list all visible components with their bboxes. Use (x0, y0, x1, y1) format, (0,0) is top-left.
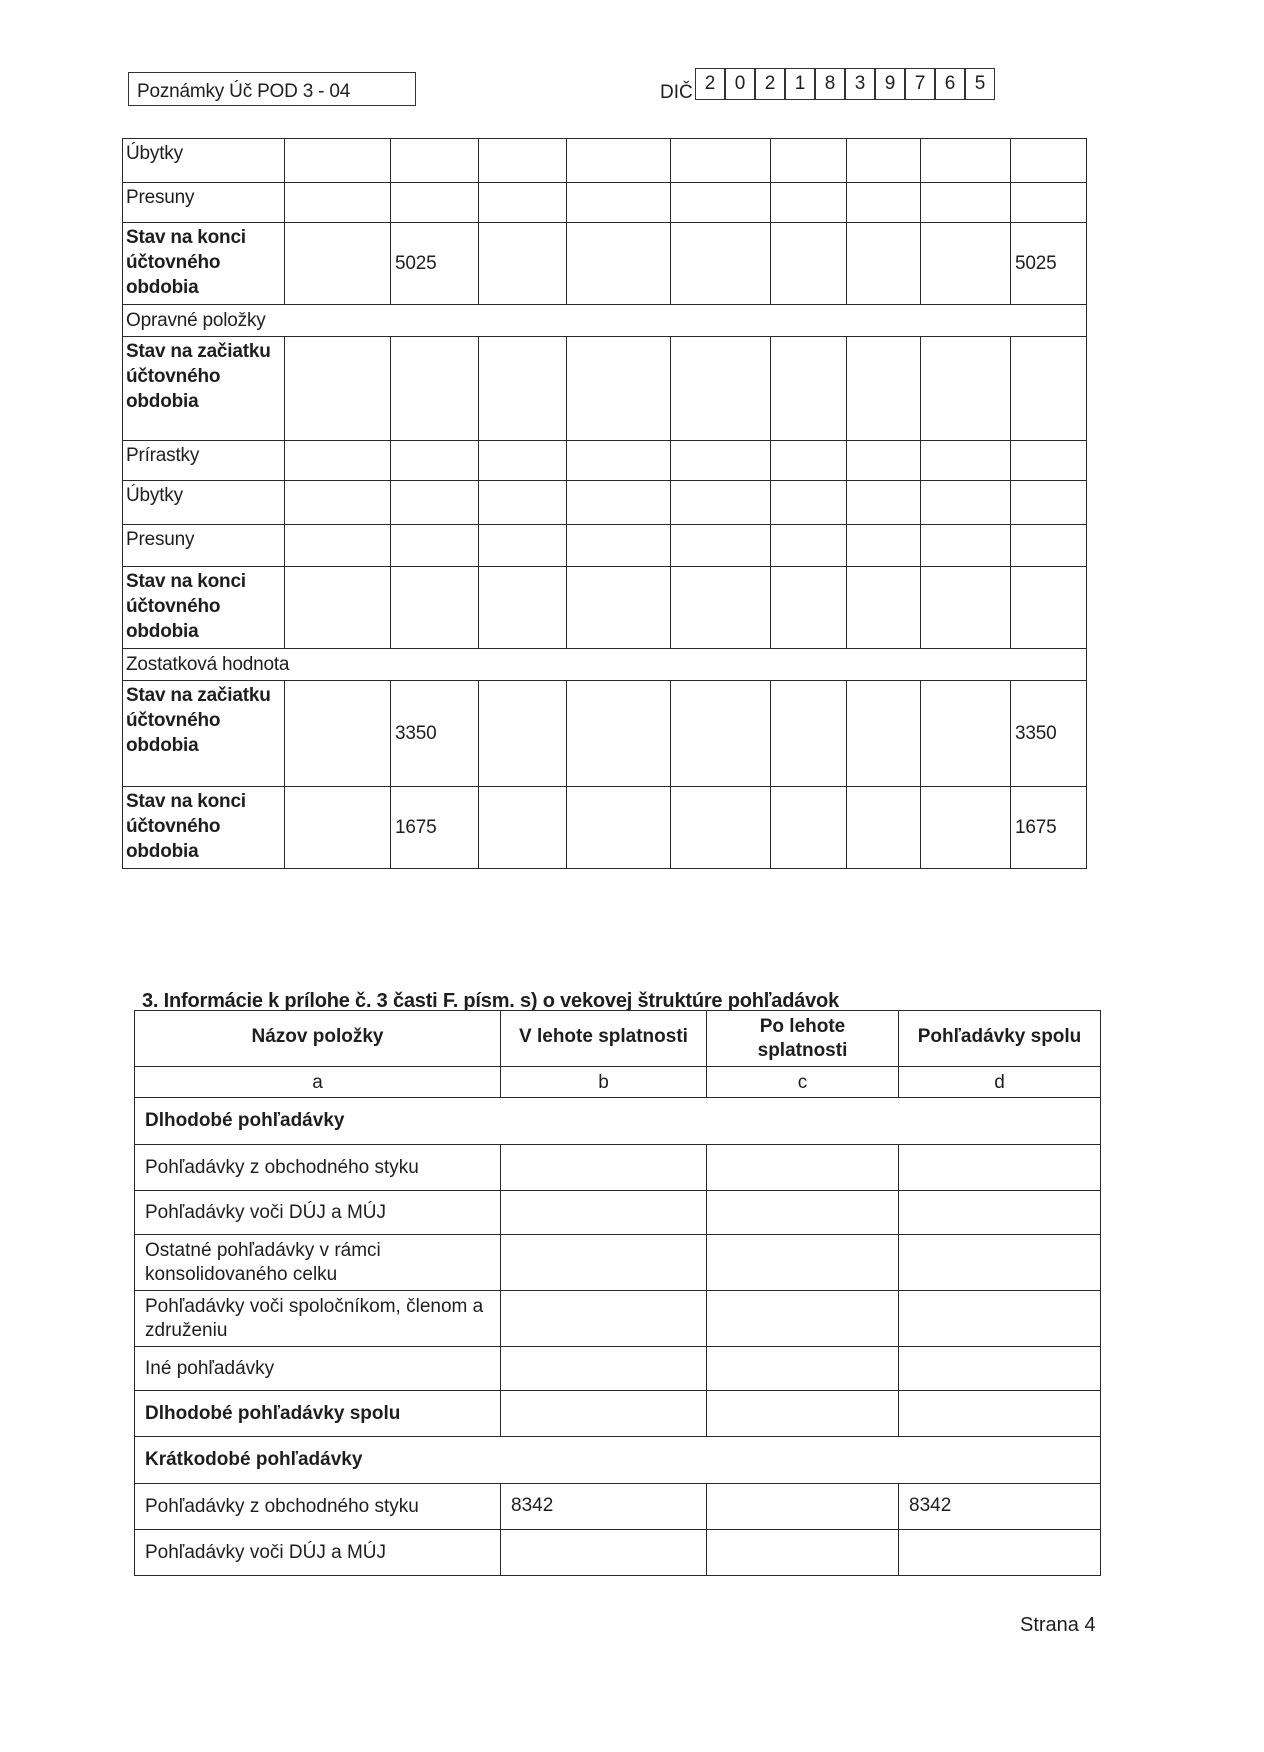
value-cell: 8342 (899, 1484, 1101, 1530)
value-cell: 1675 (391, 787, 479, 869)
cell (567, 337, 671, 441)
dic-label: DIČ (660, 82, 693, 103)
row-label: Ostatné pohľadávky v rámci konsolidovaného celku (135, 1235, 501, 1291)
cell (921, 787, 1011, 869)
cell (567, 567, 671, 649)
row-label: Pohľadávky voči spoločníkom, členom a združeniu (135, 1291, 501, 1347)
cell (771, 139, 847, 183)
cell (285, 481, 391, 525)
form-label: Poznámky Úč POD 3 - 04 (137, 81, 351, 102)
cell (479, 681, 567, 787)
column-header: Pohľadávky spolu (899, 1011, 1101, 1067)
cell (847, 337, 921, 441)
table-row (135, 1347, 1101, 1391)
cell (1011, 481, 1087, 525)
cell (707, 1191, 899, 1235)
cell (707, 1145, 899, 1191)
cell (847, 567, 921, 649)
cell (921, 337, 1011, 441)
cell (771, 223, 847, 305)
cell (479, 139, 567, 183)
cell (671, 681, 771, 787)
table-row (123, 681, 1087, 787)
cell (285, 567, 391, 649)
row-label: Úbytky (123, 139, 285, 183)
cell (501, 1145, 707, 1191)
cell (479, 525, 567, 567)
cell (771, 525, 847, 567)
value-cell: 1675 (1011, 787, 1087, 869)
table-row (123, 567, 1087, 649)
cell (479, 441, 567, 481)
cell (1011, 183, 1087, 223)
cell (899, 1235, 1101, 1291)
value-cell: 3350 (391, 681, 479, 787)
cell (567, 139, 671, 183)
header-row (135, 1011, 1101, 1067)
cell (567, 481, 671, 525)
row-label: Stav na konci účtovného obdobia (123, 567, 285, 649)
cell (707, 1291, 899, 1347)
table-row (135, 1484, 1101, 1530)
row-label: Stav na konci účtovného obdobia (123, 787, 285, 869)
cell (285, 525, 391, 567)
table-row (123, 787, 1087, 869)
cell (847, 441, 921, 481)
cell (1011, 337, 1087, 441)
cell (899, 1347, 1101, 1391)
cell (285, 183, 391, 223)
row-label: Úbytky (123, 481, 285, 525)
table-row (135, 1530, 1101, 1576)
receivables-table (134, 1010, 1101, 1576)
cell (391, 481, 479, 525)
cell (771, 681, 847, 787)
cell (501, 1191, 707, 1235)
cell (671, 567, 771, 649)
section-row (135, 1437, 1101, 1484)
value-cell: 3350 (1011, 681, 1087, 787)
row-label: Presuny (123, 525, 285, 567)
row-label: Stav na začiatku účtovného obdobia (123, 681, 285, 787)
cell (899, 1391, 1101, 1437)
table-row (123, 441, 1087, 481)
cell (671, 337, 771, 441)
row-label: Pohľadávky voči DÚJ a MÚJ (135, 1530, 501, 1576)
cell (771, 337, 847, 441)
section-row (135, 1098, 1101, 1145)
cell (899, 1291, 1101, 1347)
table-row (123, 337, 1087, 441)
value-cell: 5025 (391, 223, 479, 305)
cell (285, 787, 391, 869)
section-zostatkova: Zostatková hodnota (123, 649, 1087, 681)
cell (671, 525, 771, 567)
cell (707, 1347, 899, 1391)
cell (771, 567, 847, 649)
row-label: Pohľadávky voči DÚJ a MÚJ (135, 1191, 501, 1235)
row-label: Presuny (123, 183, 285, 223)
row-label: Stav na konci účtovného obdobia (123, 223, 285, 305)
cell (899, 1191, 1101, 1235)
cell (567, 183, 671, 223)
cell (391, 441, 479, 481)
cell (479, 337, 567, 441)
cell (567, 681, 671, 787)
cell (671, 441, 771, 481)
cell (921, 139, 1011, 183)
total-row (135, 1391, 1101, 1437)
value-cell (707, 1484, 899, 1530)
cell (847, 223, 921, 305)
cell (847, 525, 921, 567)
cell (671, 183, 771, 223)
cell (671, 139, 771, 183)
dic-digit: 9 (875, 68, 905, 100)
cell (285, 139, 391, 183)
cell (847, 681, 921, 787)
cell (707, 1235, 899, 1291)
table-row (123, 183, 1087, 223)
cell (899, 1530, 1101, 1576)
cell (921, 441, 1011, 481)
column-letter: d (899, 1067, 1101, 1098)
value-cell: 5025 (1011, 223, 1087, 305)
cell (567, 525, 671, 567)
cell (921, 223, 1011, 305)
cell (847, 183, 921, 223)
cell (391, 567, 479, 649)
cell (921, 183, 1011, 223)
table-row (135, 1291, 1101, 1347)
dic-digit: 7 (905, 68, 935, 100)
dic-digit: 6 (935, 68, 965, 100)
cell (479, 183, 567, 223)
table-row (135, 1235, 1101, 1291)
column-letter: c (707, 1067, 899, 1098)
asset-table (122, 138, 1087, 869)
cell (285, 223, 391, 305)
cell (391, 337, 479, 441)
cell (501, 1530, 707, 1576)
cell (671, 787, 771, 869)
page-number: Strana 4 (1020, 1614, 1096, 1636)
cell (1011, 441, 1087, 481)
cell (1011, 567, 1087, 649)
cell (391, 139, 479, 183)
dic-digit: 2 (695, 68, 725, 100)
row-label: Prírastky (123, 441, 285, 481)
column-letter: b (501, 1067, 707, 1098)
cell (479, 787, 567, 869)
cell (771, 787, 847, 869)
cell (567, 223, 671, 305)
form-label-box (128, 72, 416, 106)
dic-digit: 5 (965, 68, 995, 100)
cell (671, 481, 771, 525)
cell (921, 567, 1011, 649)
section3-title: 3. Informácie k prílohe č. 3 časti F. písm. s) o vekovej štruktúre pohľadávok (142, 990, 839, 1012)
column-header: V lehote splatnosti (501, 1011, 707, 1067)
dic-digit: 3 (845, 68, 875, 100)
cell (771, 481, 847, 525)
cell (501, 1291, 707, 1347)
cell (771, 441, 847, 481)
letter-row (135, 1067, 1101, 1098)
table-row (123, 525, 1087, 567)
cell (1011, 525, 1087, 567)
section-row (123, 649, 1087, 681)
cell (479, 481, 567, 525)
cell (847, 787, 921, 869)
cell (285, 681, 391, 787)
cell (899, 1145, 1101, 1191)
row-label: Iné pohľadávky (135, 1347, 501, 1391)
cell (501, 1235, 707, 1291)
cell (501, 1347, 707, 1391)
row-label: Stav na začiatku účtovného obdobia (123, 337, 285, 441)
table-row (135, 1191, 1101, 1235)
cell (671, 223, 771, 305)
cell (771, 183, 847, 223)
cell (285, 337, 391, 441)
row-label: Pohľadávky z obchodného styku (135, 1145, 501, 1191)
dic-digit: 0 (725, 68, 755, 100)
cell (707, 1391, 899, 1437)
dic-digit: 2 (755, 68, 785, 100)
cell (921, 481, 1011, 525)
cell (1011, 139, 1087, 183)
value-cell: 8342 (501, 1484, 707, 1530)
cell (921, 681, 1011, 787)
row-label: Pohľadávky z obchodného styku (135, 1484, 501, 1530)
cell (285, 441, 391, 481)
cell (501, 1391, 707, 1437)
row-label: Dlhodobé pohľadávky spolu (135, 1391, 501, 1437)
cell (391, 183, 479, 223)
cell (707, 1530, 899, 1576)
section-opravne: Opravné položky (123, 305, 1087, 337)
cell (921, 525, 1011, 567)
cell (479, 223, 567, 305)
cell (391, 525, 479, 567)
dic-digit: 1 (785, 68, 815, 100)
table-row (123, 223, 1087, 305)
column-letter: a (135, 1067, 501, 1098)
section-row (123, 305, 1087, 337)
section-short-term: Krátkodobé pohľadávky (135, 1437, 1101, 1484)
dic-digit: 8 (815, 68, 845, 100)
section-long-term: Dlhodobé pohľadávky (135, 1098, 1101, 1145)
table-row (123, 481, 1087, 525)
table-row (123, 139, 1087, 183)
cell (567, 787, 671, 869)
cell (847, 481, 921, 525)
cell (847, 139, 921, 183)
cell (567, 441, 671, 481)
column-header: Názov položky (135, 1011, 501, 1067)
column-header: Po lehote splatnosti (707, 1011, 899, 1067)
cell (479, 567, 567, 649)
table-row (135, 1145, 1101, 1191)
